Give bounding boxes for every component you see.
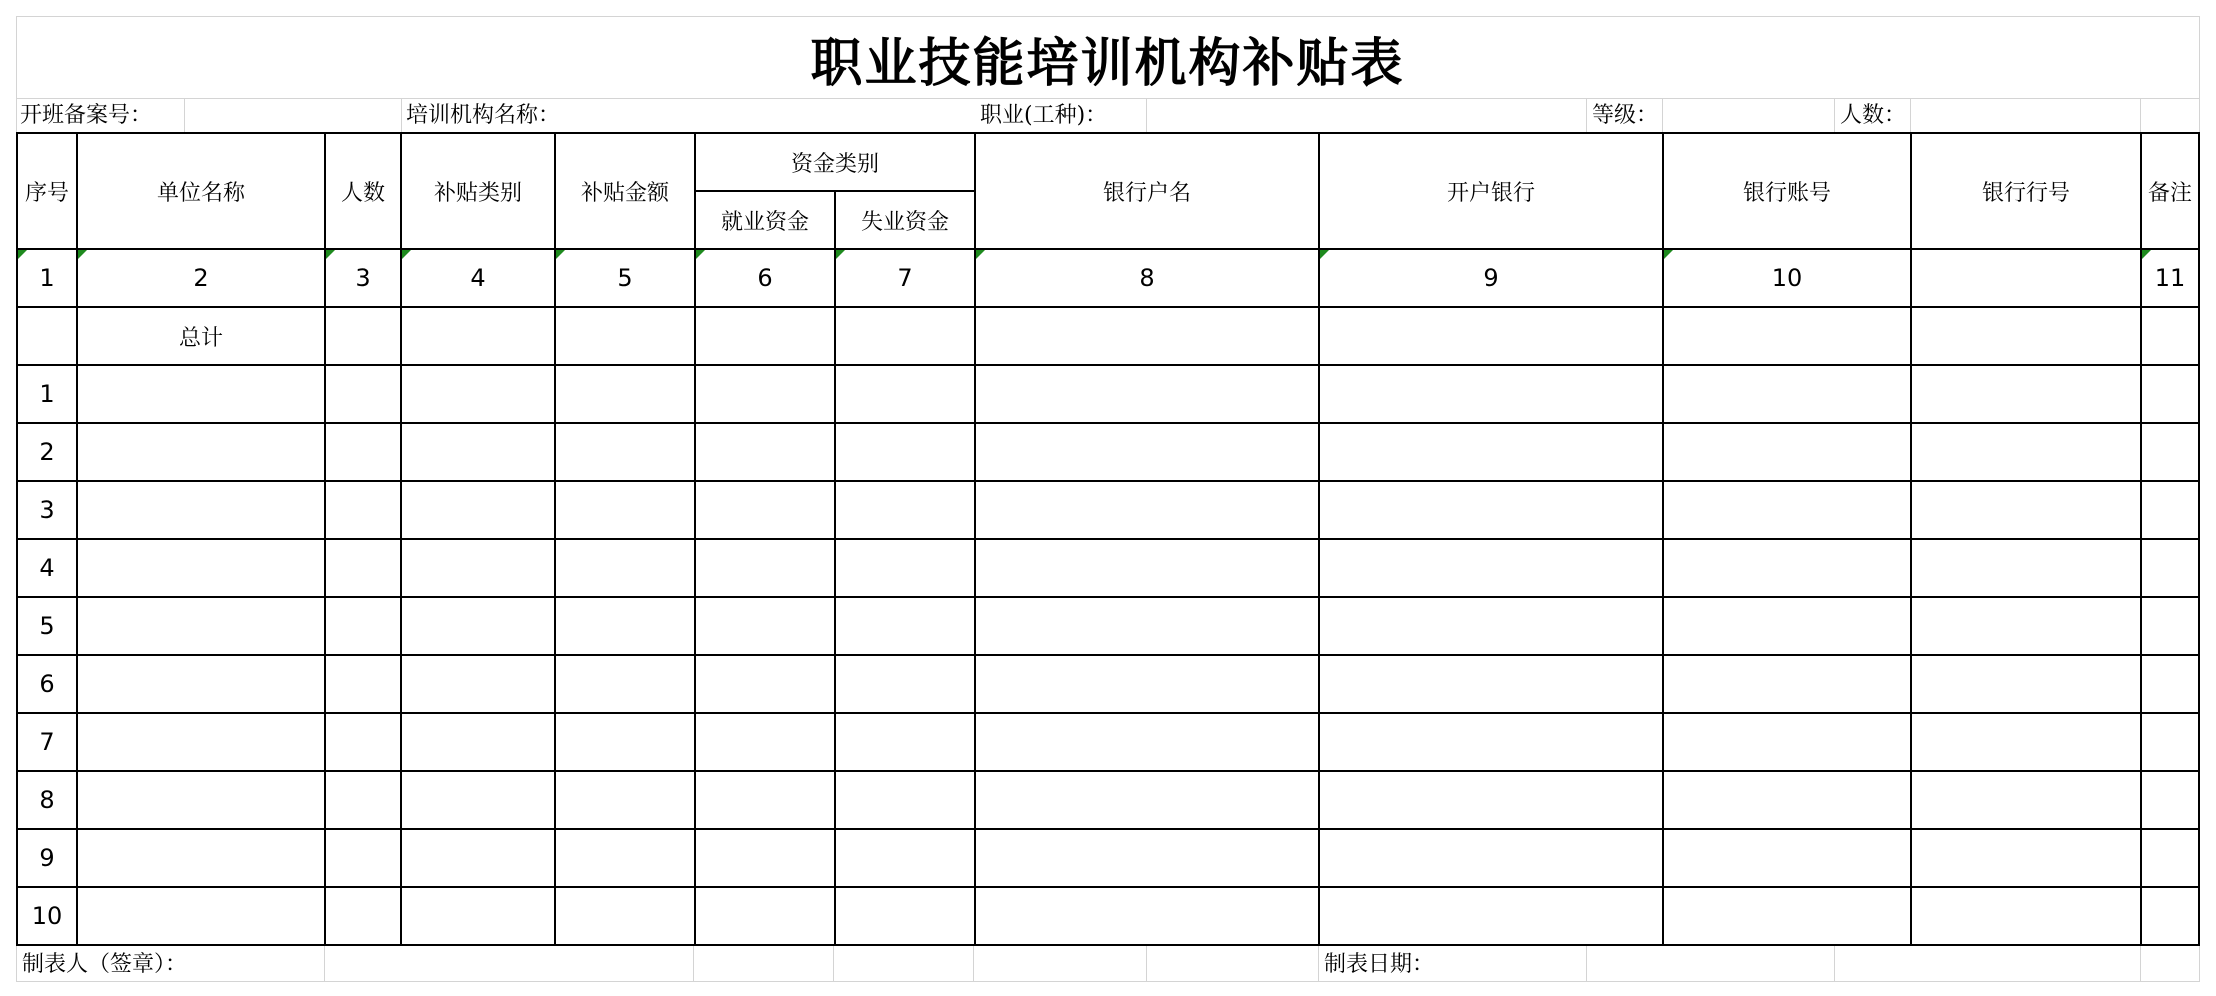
table-cell — [1911, 597, 2141, 655]
table-cell — [77, 771, 325, 829]
column-number-cell — [835, 249, 975, 307]
column-number: 11 — [2154, 264, 2186, 292]
cell-flag-icon — [556, 250, 565, 259]
preparer-label: 制表人（签章）： — [22, 952, 188, 977]
column-number: 2 — [193, 264, 209, 292]
header-fund-type: 资金类别 — [695, 133, 975, 191]
header-unemployment-fund: 失业资金 — [835, 191, 975, 249]
table-cell — [835, 307, 975, 365]
table-cell — [1319, 481, 1663, 539]
table-cell — [325, 307, 401, 365]
table-cell — [401, 539, 555, 597]
table-row — [17, 481, 2199, 539]
table-cell — [975, 771, 1319, 829]
column-number-cell — [1911, 249, 2141, 307]
table-cell — [325, 539, 401, 597]
table-cell — [325, 771, 401, 829]
row-number: 6 — [17, 655, 77, 713]
table-cell — [2141, 365, 2199, 423]
row-number: 8 — [17, 771, 77, 829]
column-number-cell — [401, 249, 555, 307]
header-seq: 序号 — [17, 133, 77, 249]
table-cell — [975, 307, 1319, 365]
table-cell — [695, 539, 835, 597]
headcount-label: 人数： — [1840, 103, 1907, 128]
table-cell — [975, 887, 1319, 945]
header-bank-code: 银行行号 — [1911, 133, 2141, 249]
table-cell — [2141, 597, 2199, 655]
table-cell — [975, 423, 1319, 481]
table-row — [17, 365, 2199, 423]
total-row — [17, 307, 2199, 365]
table-cell — [401, 829, 555, 887]
table-cell — [77, 423, 325, 481]
table-cell — [695, 365, 835, 423]
table-cell — [2141, 307, 2199, 365]
row-number: 7 — [17, 713, 77, 771]
column-number-cell — [17, 249, 77, 307]
column-number: 4 — [470, 264, 486, 292]
row-number: 9 — [17, 829, 77, 887]
table-cell — [1319, 887, 1663, 945]
table-cell — [555, 887, 695, 945]
table-cell — [2141, 713, 2199, 771]
cell-flag-icon — [326, 250, 335, 259]
table-cell — [1663, 713, 1911, 771]
table-cell — [1911, 481, 2141, 539]
column-number-cell — [1319, 249, 1663, 307]
table-cell — [325, 655, 401, 713]
table-cell — [1319, 597, 1663, 655]
table-cell — [835, 771, 975, 829]
table-cell — [555, 539, 695, 597]
table-cell — [77, 365, 325, 423]
table-cell — [325, 481, 401, 539]
column-number: 1 — [39, 264, 55, 292]
table-cell — [975, 713, 1319, 771]
table-cell — [975, 597, 1319, 655]
table-cell — [555, 829, 695, 887]
table-cell — [2141, 655, 2199, 713]
table-cell — [325, 597, 401, 655]
table-cell — [1319, 307, 1663, 365]
table-cell — [325, 887, 401, 945]
header-people: 人数 — [325, 133, 401, 249]
table-cell — [401, 597, 555, 655]
row-number: 10 — [17, 887, 77, 945]
table-cell — [77, 481, 325, 539]
table-cell — [835, 829, 975, 887]
column-number: 5 — [617, 264, 633, 292]
table-cell — [835, 423, 975, 481]
table-cell — [325, 713, 401, 771]
table-cell — [695, 771, 835, 829]
cell-flag-icon — [976, 250, 985, 259]
table-cell — [975, 481, 1319, 539]
table-cell — [1663, 887, 1911, 945]
table-cell — [1663, 771, 1911, 829]
column-number-cell — [77, 249, 325, 307]
table-cell — [1911, 771, 2141, 829]
cell-flag-icon — [1664, 250, 1673, 259]
table-cell — [1911, 829, 2141, 887]
table-cell — [695, 829, 835, 887]
column-number: 7 — [897, 264, 913, 292]
table-cell — [1911, 365, 2141, 423]
column-number-cell — [975, 249, 1319, 307]
table-cell — [325, 423, 401, 481]
table-cell — [835, 481, 975, 539]
table-cell — [1911, 887, 2141, 945]
table-cell — [975, 655, 1319, 713]
table-cell — [1663, 365, 1911, 423]
table-cell — [2141, 423, 2199, 481]
header-subsidy-type: 补贴类别 — [401, 133, 555, 249]
column-number-row — [17, 249, 2199, 307]
table-cell — [2141, 887, 2199, 945]
header-opening-bank: 开户银行 — [1319, 133, 1663, 249]
cell-flag-icon — [2142, 250, 2151, 259]
column-number: 10 — [1771, 264, 1803, 292]
table-cell — [1319, 771, 1663, 829]
row-number: 5 — [17, 597, 77, 655]
row-number: 1 — [17, 365, 77, 423]
table-cell — [975, 539, 1319, 597]
table-cell — [325, 829, 401, 887]
table-cell — [401, 713, 555, 771]
column-number-cell — [555, 249, 695, 307]
column-number-cell — [325, 249, 401, 307]
table-cell — [1911, 655, 2141, 713]
header-bank-account-name: 银行户名 — [975, 133, 1319, 249]
table-cell — [695, 713, 835, 771]
header-bank-account-no: 银行账号 — [1663, 133, 1911, 249]
table-cell — [1319, 423, 1663, 481]
column-number-cell — [695, 249, 835, 307]
cell-flag-icon — [402, 250, 411, 259]
table-cell — [835, 365, 975, 423]
column-number: 8 — [1139, 264, 1155, 292]
class-record-label: 开班备案号： — [20, 103, 153, 128]
table-row — [17, 887, 2199, 945]
table-cell — [2141, 771, 2199, 829]
table-cell — [555, 771, 695, 829]
column-number-cell — [1663, 249, 1911, 307]
cell-flag-icon — [78, 250, 87, 259]
table-cell — [77, 713, 325, 771]
table-row — [17, 655, 2199, 713]
table-cell — [2141, 829, 2199, 887]
table-cell — [2141, 539, 2199, 597]
table-cell — [835, 597, 975, 655]
row-number: 3 — [17, 481, 77, 539]
column-number: 9 — [1483, 264, 1499, 292]
table-cell — [555, 365, 695, 423]
table-cell — [77, 597, 325, 655]
level-label: 等级： — [1592, 103, 1659, 128]
table-cell — [401, 771, 555, 829]
table-cell — [695, 423, 835, 481]
table-cell — [1911, 423, 2141, 481]
table-cell — [975, 365, 1319, 423]
table-cell — [1319, 713, 1663, 771]
table-cell — [555, 597, 695, 655]
column-number: 6 — [757, 264, 773, 292]
table-row — [17, 539, 2199, 597]
table-row — [17, 423, 2199, 481]
table-cell — [77, 539, 325, 597]
table-cell — [555, 655, 695, 713]
header-row-1 — [17, 133, 2199, 191]
table-cell — [401, 307, 555, 365]
table-cell — [1663, 539, 1911, 597]
table-cell — [401, 365, 555, 423]
table-row — [17, 713, 2199, 771]
date-label: 制表日期： — [1324, 952, 1435, 977]
cell-flag-icon — [1320, 250, 1329, 259]
table-cell — [835, 539, 975, 597]
subsidy-table — [16, 132, 2200, 946]
table-cell — [1319, 655, 1663, 713]
table-cell — [1911, 307, 2141, 365]
table-cell — [1663, 829, 1911, 887]
table-cell — [77, 829, 325, 887]
row-number: 2 — [17, 423, 77, 481]
table-cell — [1319, 829, 1663, 887]
table-cell — [555, 481, 695, 539]
column-number: 3 — [355, 264, 371, 292]
table-cell — [695, 481, 835, 539]
table-cell — [1663, 655, 1911, 713]
table-cell — [1911, 713, 2141, 771]
table-cell — [1911, 539, 2141, 597]
total-seq-cell — [17, 307, 77, 365]
table-row — [17, 771, 2199, 829]
table-cell — [2141, 481, 2199, 539]
table-cell — [835, 655, 975, 713]
table-cell — [555, 713, 695, 771]
table-cell — [401, 481, 555, 539]
table-cell — [401, 655, 555, 713]
cell-flag-icon — [836, 250, 845, 259]
sheet-title: 职业技能培训机构补贴表 — [810, 33, 1405, 94]
table-cell — [1319, 365, 1663, 423]
table-cell — [835, 887, 975, 945]
table-cell — [835, 713, 975, 771]
table-cell — [695, 597, 835, 655]
occupation-label: 职业(工种)： — [980, 103, 1108, 128]
table-cell — [401, 423, 555, 481]
header-subsidy-amount: 补贴金额 — [555, 133, 695, 249]
table-cell — [1663, 307, 1911, 365]
table-cell — [401, 887, 555, 945]
table-cell — [555, 307, 695, 365]
cell-flag-icon — [18, 250, 27, 259]
table-cell — [1663, 597, 1911, 655]
table-cell — [555, 423, 695, 481]
header-unit-name: 单位名称 — [77, 133, 325, 249]
table-cell — [1319, 539, 1663, 597]
header-employment-fund: 就业资金 — [695, 191, 835, 249]
header-remarks: 备注 — [2141, 133, 2199, 249]
table-cell — [77, 655, 325, 713]
table-cell — [695, 307, 835, 365]
table-row — [17, 597, 2199, 655]
table-cell — [77, 887, 325, 945]
total-label: 总计 — [77, 307, 325, 365]
table-cell — [975, 829, 1319, 887]
column-number-cell — [2141, 249, 2199, 307]
table-row — [17, 829, 2199, 887]
institution-name-label: 培训机构名称： — [406, 103, 561, 128]
cell-flag-icon — [696, 250, 705, 259]
table-cell — [695, 655, 835, 713]
table-cell — [1663, 423, 1911, 481]
table-cell — [325, 365, 401, 423]
table-cell — [695, 887, 835, 945]
row-number: 4 — [17, 539, 77, 597]
table-cell — [1663, 481, 1911, 539]
